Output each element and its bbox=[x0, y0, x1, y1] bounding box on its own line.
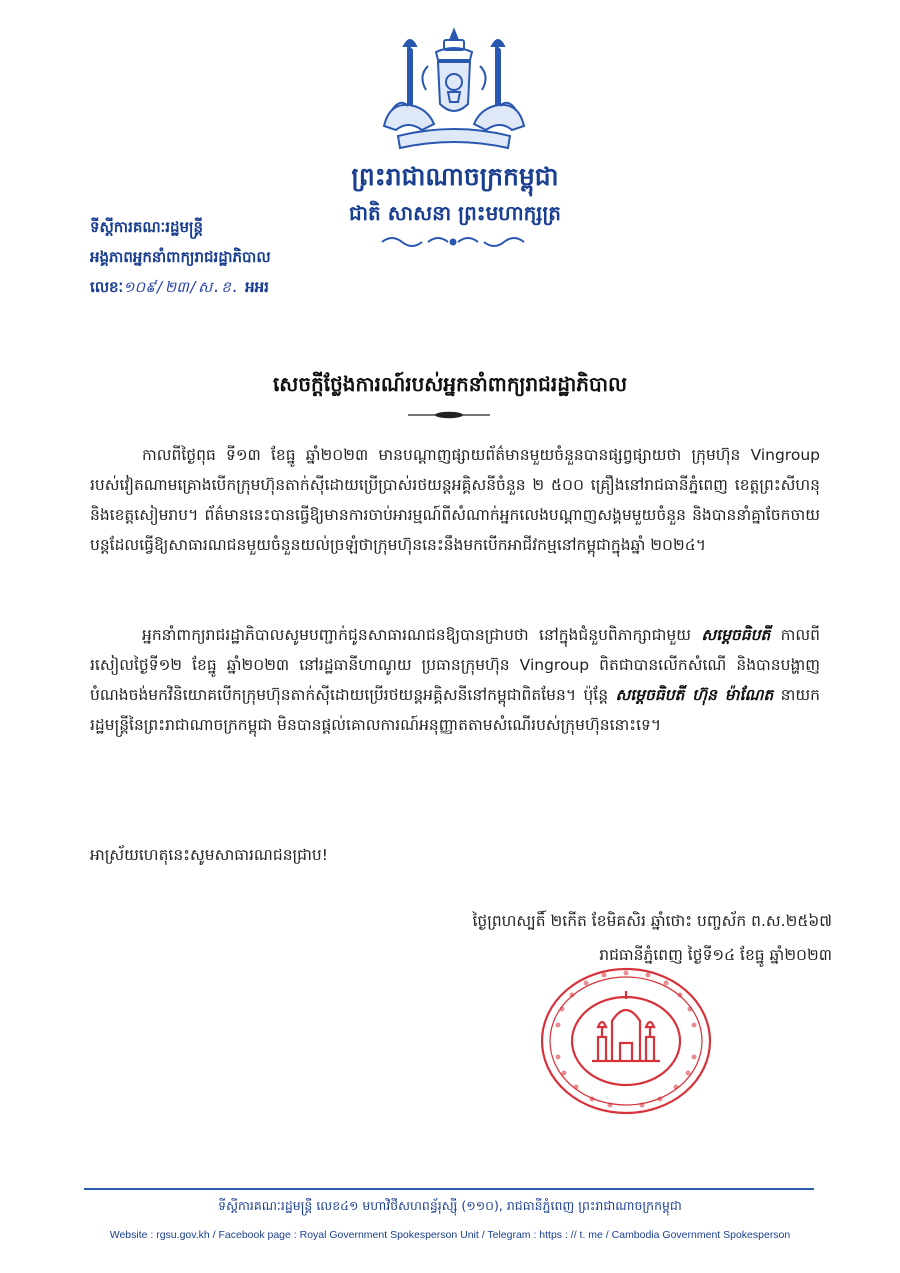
paragraph-3: អាស្រ័យហេតុនេះសូមសាធារណជនជ្រាប! bbox=[90, 846, 328, 864]
office-name: ទីស្តីការគណៈរដ្ឋមន្ត្រី bbox=[90, 218, 204, 236]
unit-name: អង្គភាពអ្នកនាំពាក្យរាជរដ្ឋាភិបាល bbox=[90, 248, 271, 266]
title-underline-ornament bbox=[408, 410, 490, 420]
royal-coat-of-arms-icon bbox=[378, 26, 530, 154]
paragraph-2-text-c: នាយករដ្ឋមន្ត្រីនៃព្រះរាជាណាចក្រកម្ពុជា មិនបានផ្តល់គោលការណ៍អនុញ្ញាតតាមសំណើរបស់ក្រុមហ៊ុននោះទេ។ bbox=[90, 686, 820, 734]
ornament-divider-icon bbox=[378, 232, 528, 250]
document-title: សេចក្តីថ្លែងការណ៍របស់អ្នកនាំពាក្យរាជរដ្ឋាភិបាល bbox=[272, 372, 628, 396]
reference-number bbox=[90, 276, 269, 298]
paragraph-2-bold-2: សម្តេចធិបតី ហ៊ុន ម៉ាណែត bbox=[615, 686, 774, 704]
paragraph-2 bbox=[90, 620, 820, 740]
solar-date: រាជធានីភ្នំពេញ ថ្ងៃទី១៤ ខែធ្នូ ឆ្នាំ២០២៣ bbox=[599, 946, 832, 964]
paragraph-2-text-a: អ្នកនាំពាក្យរាជរដ្ឋាភិបាលសូមបញ្ជាក់ជូនសាធារណជនឱ្យបានជ្រាបថា នៅក្នុងជំនួបពិភាក្សាជាមួយ bbox=[142, 626, 702, 644]
paragraph-1-text: កាលពីថ្ងៃពុធ ទី១៣ ខែធ្នូ ឆ្នាំ២០២៣ មានបណ្តាញផ្សាយព័ត៌មានមួយចំនួនបានផ្សព្វផ្សាយថា ក្រុមហ៊ុន Vingroup របស់វៀតណាមគ្រោងបើកក្រុមហ៊ុនតាក់ស៊ីដោយប្រើប្រាស់រថយន្តអគ្គិសនីចំនួន ២ ៥០០ គ្រឿងនៅរាជធានីភ្នំពេញ ខេត្តព្រះសីហនុ និងខេត្តសៀមរាប។ ព័ត៌មាននេះបានធ្វើឱ្យមានការចាប់អារម្មណ៍ពីសំណាក់អ្នកលេងបណ្តាញសង្គមមួយចំនួន និងបាននាំគ្នាចែកចាយបន្តដែលធ្វើឱ្យសាធារណជនមួយចំនួនយល់ច្រឡំថាក្រុមហ៊ុននេះនឹងមកបើកអាជីវកម្មនៅកម្ពុជាក្នុងឆ្នាំ ២០២៤។ bbox=[90, 446, 820, 554]
paragraph-2-text-b: កាលពីរសៀលថ្ងៃទី១២ ខែធ្នូ ឆ្នាំ២០២៣ នៅរដ្ឋធានីហាណូយ ប្រធានក្រុមហ៊ុន Vingroup ពិតជាបានលើកសំណើ និងបានបង្ហាញបំណងចង់មកវិនិយោគបើកក្រុមហ៊ុនតាក់ស៊ីដោយប្រើរថយន្តអគ្គិសនីនៅកម្ពុជាពិតមែន។ ប៉ុន្តែ bbox=[90, 626, 820, 704]
reference-handwritten-number: ១០៩/២៣/ស.ខ. bbox=[123, 278, 240, 296]
national-motto: ជាតិ សាសនា ព្រះមហាក្សត្រ bbox=[349, 201, 561, 225]
reference-label: លេខៈ bbox=[90, 278, 124, 296]
reference-suffix: អអរ bbox=[245, 278, 269, 296]
lunar-date: ថ្ងៃព្រហស្បតិ៍ ២កើត ខែមិគសិរ ឆ្នាំថោះ បញ្ចស័ក ព.ស.២៥៦៧ bbox=[472, 912, 832, 930]
footer-web-links: Website : rgsu.gov.kh / Facebook page : Royal Government Spokesperson Unit / Telegram : https : // t. me / Cambodia Government Spokesperson bbox=[109, 1229, 791, 1241]
kingdom-name: ព្រះរាជាណាចក្រកម្ពុជា bbox=[351, 162, 559, 191]
footer-address: ទីស្តីការគណៈរដ្ឋមន្ត្រី លេខ៤១ មហាវិថីសហពន្ធ័រុស្ស៊ី (១១០), រាជធានីភ្នំពេញ ព្រះរាជាណាចក្រកម្ពុជា bbox=[218, 1198, 682, 1213]
paragraph-1 bbox=[90, 440, 820, 560]
official-red-seal-icon bbox=[538, 965, 714, 1117]
paragraph-2-bold-1: សម្តេចធិបតី bbox=[701, 626, 771, 644]
footer-divider bbox=[84, 1188, 814, 1190]
